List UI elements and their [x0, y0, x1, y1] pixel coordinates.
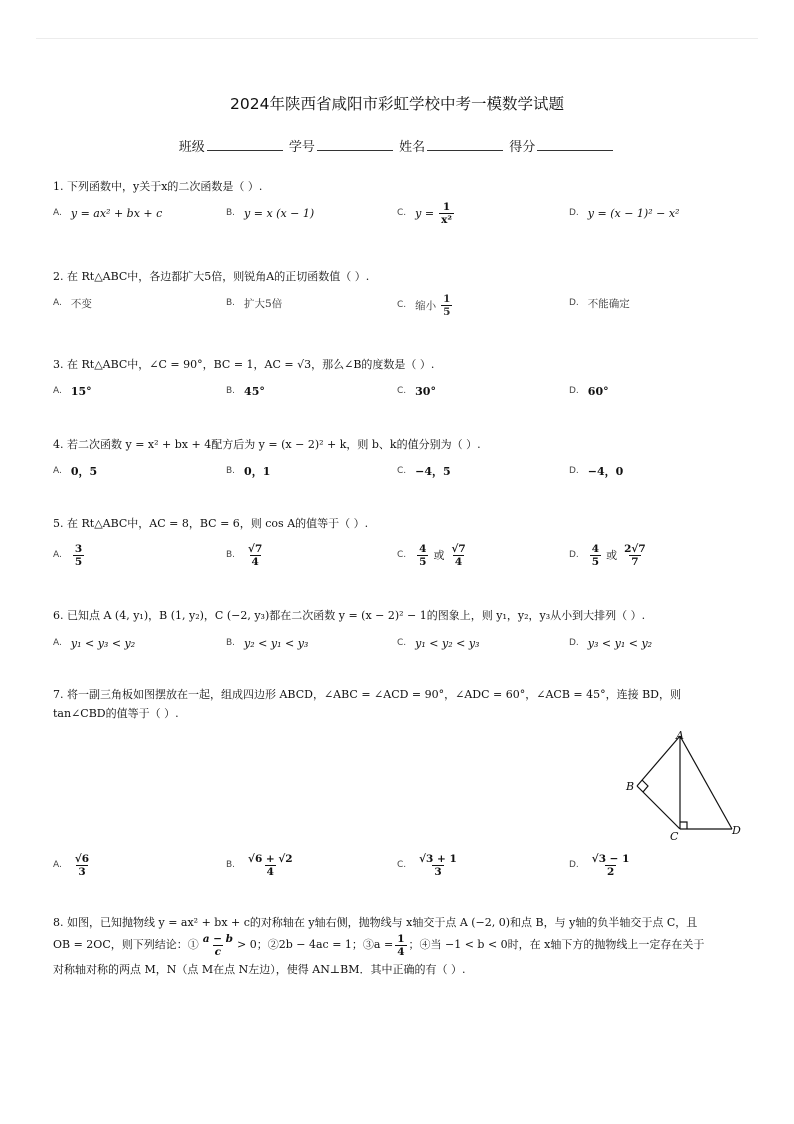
question-3-stem: 3. 在 Rt△ABC中，∠C = 90°，BC = 1，AC = √3，那么∠B的度数是（ ）. [53, 358, 435, 371]
fraction: $\frac{1}{\text{x²}}$ [441, 200, 452, 226]
fraction: $\frac{4}{5}$ [591, 542, 600, 568]
fraction: $\frac{√6}{3}$ [74, 852, 90, 878]
q5-option-a[interactable]: A. $\frac{3}{5}$ [53, 542, 83, 568]
question-7-stem-cont: tan∠CBD的值等于（ ）. [53, 707, 179, 720]
q5-option-b[interactable]: B. $\frac{√7}{4}$ [226, 542, 263, 568]
question-4-stem: 4. 若二次函数 y = x² + bx + 4配方后为 y = (x − 2)² + k，则 b、k的值分别为（ ）. [53, 438, 481, 451]
question-8-stem-line3: 对称轴对称的两点 M，N（点 M在点 N左边），使得 AN⊥BM．其中正确的有（ ）. [53, 963, 466, 976]
right-angle-mark-b [642, 780, 648, 792]
name-blank[interactable] [427, 140, 503, 151]
q1-option-c[interactable]: C. y = $\frac{1}{\text{x²}}$ [397, 200, 452, 226]
q4-option-b[interactable]: B. 0，1 [226, 465, 271, 478]
id-label: 学号 [288, 140, 315, 155]
q4-option-c[interactable]: C. −4，5 [397, 465, 451, 478]
top-divider [36, 38, 758, 39]
right-angle-mark-c [680, 822, 687, 829]
q7-option-a[interactable]: A. $\frac{√6}{3}$ [53, 852, 90, 878]
q1-option-b[interactable]: B. y = x (x − 1) [226, 206, 315, 220]
fraction: $\frac{a - b}{c}$ [202, 932, 234, 958]
question-6-stem: 6. 已知点 A (4, y₁)，B (1, y₂)，C (−2, y₃)都在二次函数 y = (x − 2)² − 1的图象上，则 y₁，y₂，y₃从小到大排列（ ）. [53, 609, 646, 622]
q1-option-a[interactable]: A. y = ax² + bx + c [53, 206, 163, 220]
class-blank[interactable] [207, 140, 283, 151]
q5-option-d[interactable]: D. $\frac{4}{5}$ 或 $\frac{2√7}{7}$ [569, 542, 646, 568]
fraction: $\frac{√7}{4}$ [248, 542, 263, 568]
q1-option-d[interactable]: D. y = (x − 1)² − x² [569, 206, 680, 220]
triangle-figure [620, 728, 750, 846]
q6-option-d[interactable]: D. y₃ < y₁ < y₂ [569, 636, 653, 650]
q2-option-a[interactable]: A. 不变 [53, 297, 92, 310]
q7-option-b[interactable]: B. $\frac{√6 + √2}{4}$ [226, 852, 293, 878]
question-2-stem: 2. 在 Rt△ABC中，各边都扩大5倍，则锐角A的正切函数值（ ）. [53, 270, 370, 283]
fraction: $\frac{1}{4}$ [397, 932, 405, 958]
vertex-label-c: C [670, 830, 679, 843]
fraction: $\frac{√6 + √2}{4}$ [248, 852, 293, 878]
score-label: 得分 [509, 140, 536, 155]
fraction: $\frac{4}{5}$ [419, 542, 427, 568]
question-8-stem-line2: OB = 2OC，则下列结论：① $\frac{a - b}{c}$ > 0；②2b − 4ac = 1；③a = $\frac{1}{4}$ ；④当 −1 < b < 0时，在 x轴下方的抛物线上一定存在关于 [53, 932, 705, 958]
question-8-stem: 8. 如图，已知抛物线 y = ax² + bx + c的对称轴在 y轴右侧，抛物线与 x轴交于点 A (−2, 0)和点 B，与 y轴的负半轴交于点 C，且 [53, 916, 698, 929]
q6-option-b[interactable]: B. y₂ < y₁ < y₃ [226, 636, 309, 650]
q2-option-d[interactable]: D. 不能确定 [569, 297, 630, 310]
id-blank[interactable] [317, 140, 393, 151]
question-1-stem: 1. 下列函数中，y关于x的二次函数是（ ）. [53, 180, 263, 193]
vertex-label-b: B [626, 780, 635, 793]
q7-option-d[interactable]: D. $\frac{√3 - 1}{2}$ [569, 852, 630, 878]
q2-option-c[interactable]: C. 缩小 $\frac{1}{5}$ [397, 292, 451, 318]
score-blank[interactable] [537, 140, 613, 151]
class-label: 班级 [178, 140, 205, 155]
name-label: 姓名 [399, 140, 426, 155]
fraction: $\frac{3}{5}$ [74, 542, 83, 568]
q2-option-b[interactable]: B. 扩大5倍 [226, 297, 283, 310]
q6-option-a[interactable]: A. y₁ < y₃ < y₂ [53, 636, 136, 650]
q5-option-c[interactable]: C. $\frac{4}{5}$ 或 $\frac{√7}{4}$ [397, 542, 466, 568]
q6-option-c[interactable]: C. y₁ < y₂ < y₃ [397, 636, 480, 650]
q3-option-d[interactable]: D. 60° [569, 384, 609, 398]
question-7-stem: 7. 将一副三角板如图摆放在一起，组成四边形 ABCD，∠ABC = ∠ACD = 90°，∠ADC = 60°，∠ACB = 45°，连接 BD，则 [53, 688, 682, 701]
question-5-stem: 5. 在 Rt△ABC中，AC = 8，BC = 6，则 cos A的值等于（ ）. [53, 517, 369, 530]
q4-option-a[interactable]: A. 0，5 [53, 465, 98, 478]
q4-option-d[interactable]: D. −4，0 [569, 465, 624, 478]
vertex-label-a: A [676, 729, 684, 742]
segment-ab [637, 736, 680, 786]
q7-option-c[interactable]: C. $\frac{√3 + 1}{3}$ [397, 852, 457, 878]
q3-option-b[interactable]: B. 45° [226, 384, 265, 398]
q3-option-c[interactable]: C. 30° [397, 384, 436, 398]
fraction: $\frac{2√7}{7}$ [624, 542, 646, 568]
vertex-label-d: D [732, 824, 741, 837]
fraction: $\frac{1}{5}$ [443, 292, 451, 318]
segment-bc [637, 786, 680, 829]
fraction: $\frac{√3 + 1}{3}$ [419, 852, 457, 878]
page-title: 2024年陕西省咸阳市彩虹学校中考一模数学试题 [230, 95, 564, 113]
fraction: $\frac{√3 - 1}{2}$ [591, 852, 630, 878]
student-info-line [0, 136, 794, 155]
q3-option-a[interactable]: A. 15° [53, 384, 92, 398]
segment-ad [680, 736, 732, 829]
fraction: $\frac{√7}{4}$ [451, 542, 466, 568]
